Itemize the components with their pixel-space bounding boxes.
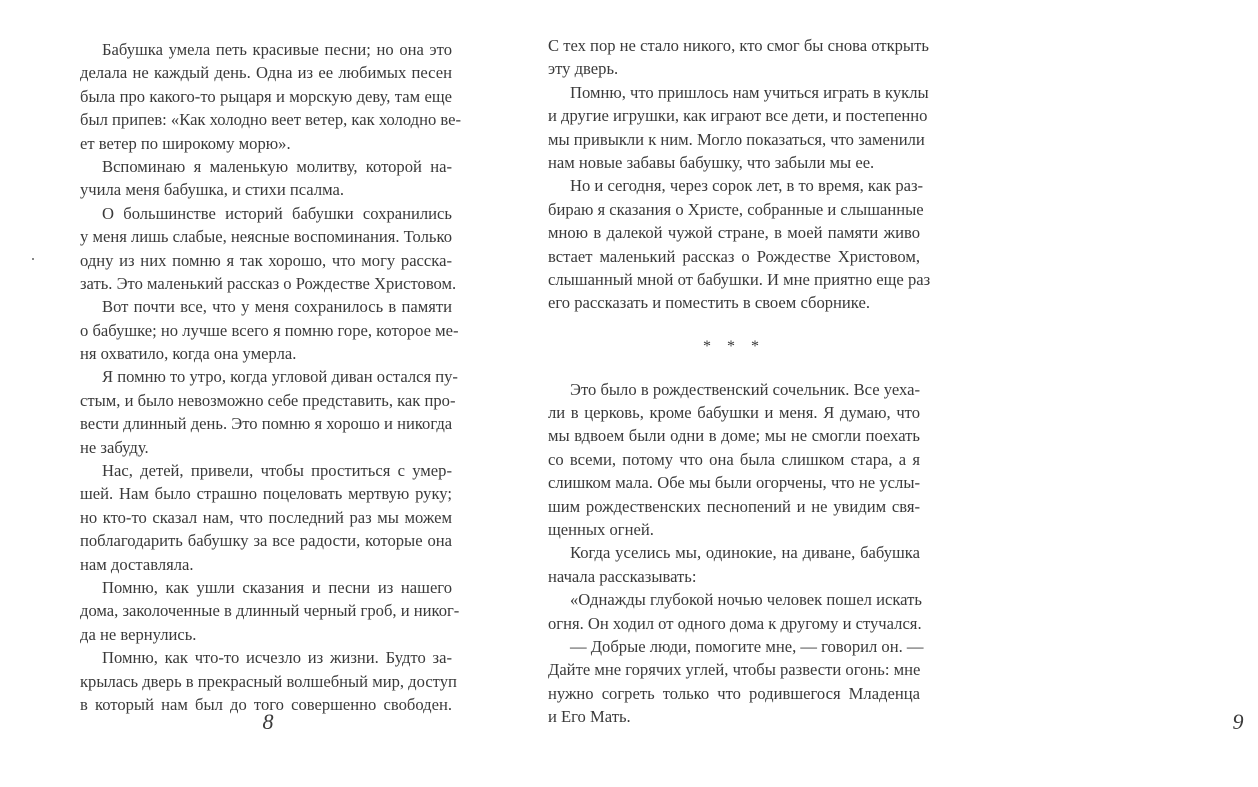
text-line: делала не каждый день. Одна из ее любимых песен [80,63,452,83]
text-line: С тех пор не стало никого, кто смог бы снова открыть [548,36,929,55]
right-page-text [548,34,931,729]
text-line: его рассказать и поместить в своем сборнике. [548,293,870,313]
text-line: Помню, как ушли сказания и песни из нашего [102,577,452,597]
text-line: поблагодарить бабушку за все радости, которые она [80,531,452,551]
section-separator: * * * [703,337,765,355]
text-line: зать. Это маленький рассказ о Рождестве Христовом. [80,273,457,293]
text-line: и другие игрушки, как играют все дети, и постепенно [548,106,928,126]
text-line: слышанный мной от бабушки. И мне приятно еще раз [548,269,931,289]
text-line: Нас, детей, привели, чтобы проститься с умер- [102,461,452,481]
text-line: щенных огней. [548,520,654,540]
text-line: Но и сегодня, через сорок лет, в то время, как раз- [570,176,924,196]
text-line: мы привыкли к ним. Могло показаться, что заменили [548,129,925,149]
text-line: ет ветер по широкому морю». [80,133,291,153]
text-line: был припев: «Как холодно веет ветер, как холодно ве- [80,110,462,130]
text-line: стым, и было невозможно себе представить, как про- [80,390,456,410]
page-number-left: 8 [262,709,274,734]
text-line: в который нам был до того совершенно свободен. [80,694,452,714]
text-line: вести длинный день. Это помню я хорошо и никогда [80,414,453,434]
text-line: Вот почти все, что у меня сохранилось в памяти [102,297,452,317]
text-line: учила меня бабушка, и стихи псалма. [80,180,345,200]
left-page [0,0,500,787]
text-line: но кто-то сказал нам, что последний раз мы можем [80,507,452,527]
text-line: «Однажды глубокой ночью человек пошел искать [570,590,922,610]
text-line: дома, заколоченные в длинный черный гроб, и никог- [80,601,460,621]
text-line: Помню, как что-то исчезло из жизни. Будто за- [102,648,452,668]
left-page-text [80,38,462,716]
text-line: да не вернулись. [80,624,197,644]
text-line: — Добрые люди, помогите мне, — говорил он. — [570,636,924,656]
text-line: у меня лишь слабые, неясные воспоминания. Только [80,227,452,247]
text-line: бираю я сказания о Христе, собранные и слышанные [548,199,924,219]
page-number-right: 9 [1232,709,1244,734]
text-line: нужно согреть только что родившегося Младенца [548,683,920,703]
text-line: Когда уселись мы, одинокие, на диване, бабушка [570,543,920,563]
text-line: крылась дверь в прекрасный волшебный мир, доступ [80,671,457,691]
right-text-top [548,34,931,315]
text-line: и Его Мать. [548,707,631,727]
text-line: не забуду. [80,437,149,457]
text-line: ли в церковь, кроме бабушки и меня. Я думаю, что [548,403,920,423]
text-line: Вспоминаю я маленькую молитву, которой на- [102,156,452,176]
margin-speck [32,258,34,260]
text-line: Бабушка умела петь красивые песни; но она это [102,40,452,59]
right-text-bottom [548,378,924,729]
text-line: Помню, что пришлось нам учиться играть в куклы [570,82,929,102]
text-line: шей. Нам было страшно поцеловать мертвую руку; [80,484,452,504]
text-line: была про какого-то рыцаря и морскую деву, там еще [80,86,452,106]
text-line: огня. Он ходил от одного дома к другому и стучался. [548,613,922,633]
text-line: мы вдвоем были одни в доме; мы не смогли поехать [548,426,920,446]
text-line: шим рождественских песнопений и не увидим свя- [548,496,920,516]
text-line: Я помню то утро, когда угловой диван остался пу- [102,367,458,387]
text-line: одну из них помню я так хорошо, что могу расска- [80,250,452,270]
text-line: нам новые забавы бабушку, что забыли мы ее. [548,152,875,172]
text-line: мною в далекой чужой стране, в моей памяти живо [548,223,920,243]
text-line: ня охватило, когда она умерла. [80,344,297,364]
text-line: начала рассказывать: [548,566,697,586]
text-line: Это было в рождественский сочельник. Все уеха- [570,379,920,399]
text-line: эту дверь. [548,59,619,79]
text-line: О большинстве историй бабушки сохранились [102,203,452,223]
text-line: со всеми, потому что она была слишком стара, а я [548,449,920,469]
text-line: Дайте мне горячих углей, чтобы развести огонь: мне [548,660,921,680]
text-line: встает маленький рассказ о Рождестве Христовом, [548,246,920,266]
text-line: о бабушке; но лучше всего я помню горе, которое ме- [80,320,459,340]
text-line: нам доставляла. [80,554,194,574]
text-line: слишком мала. Обе мы были огорчены, что не услы- [548,473,920,493]
